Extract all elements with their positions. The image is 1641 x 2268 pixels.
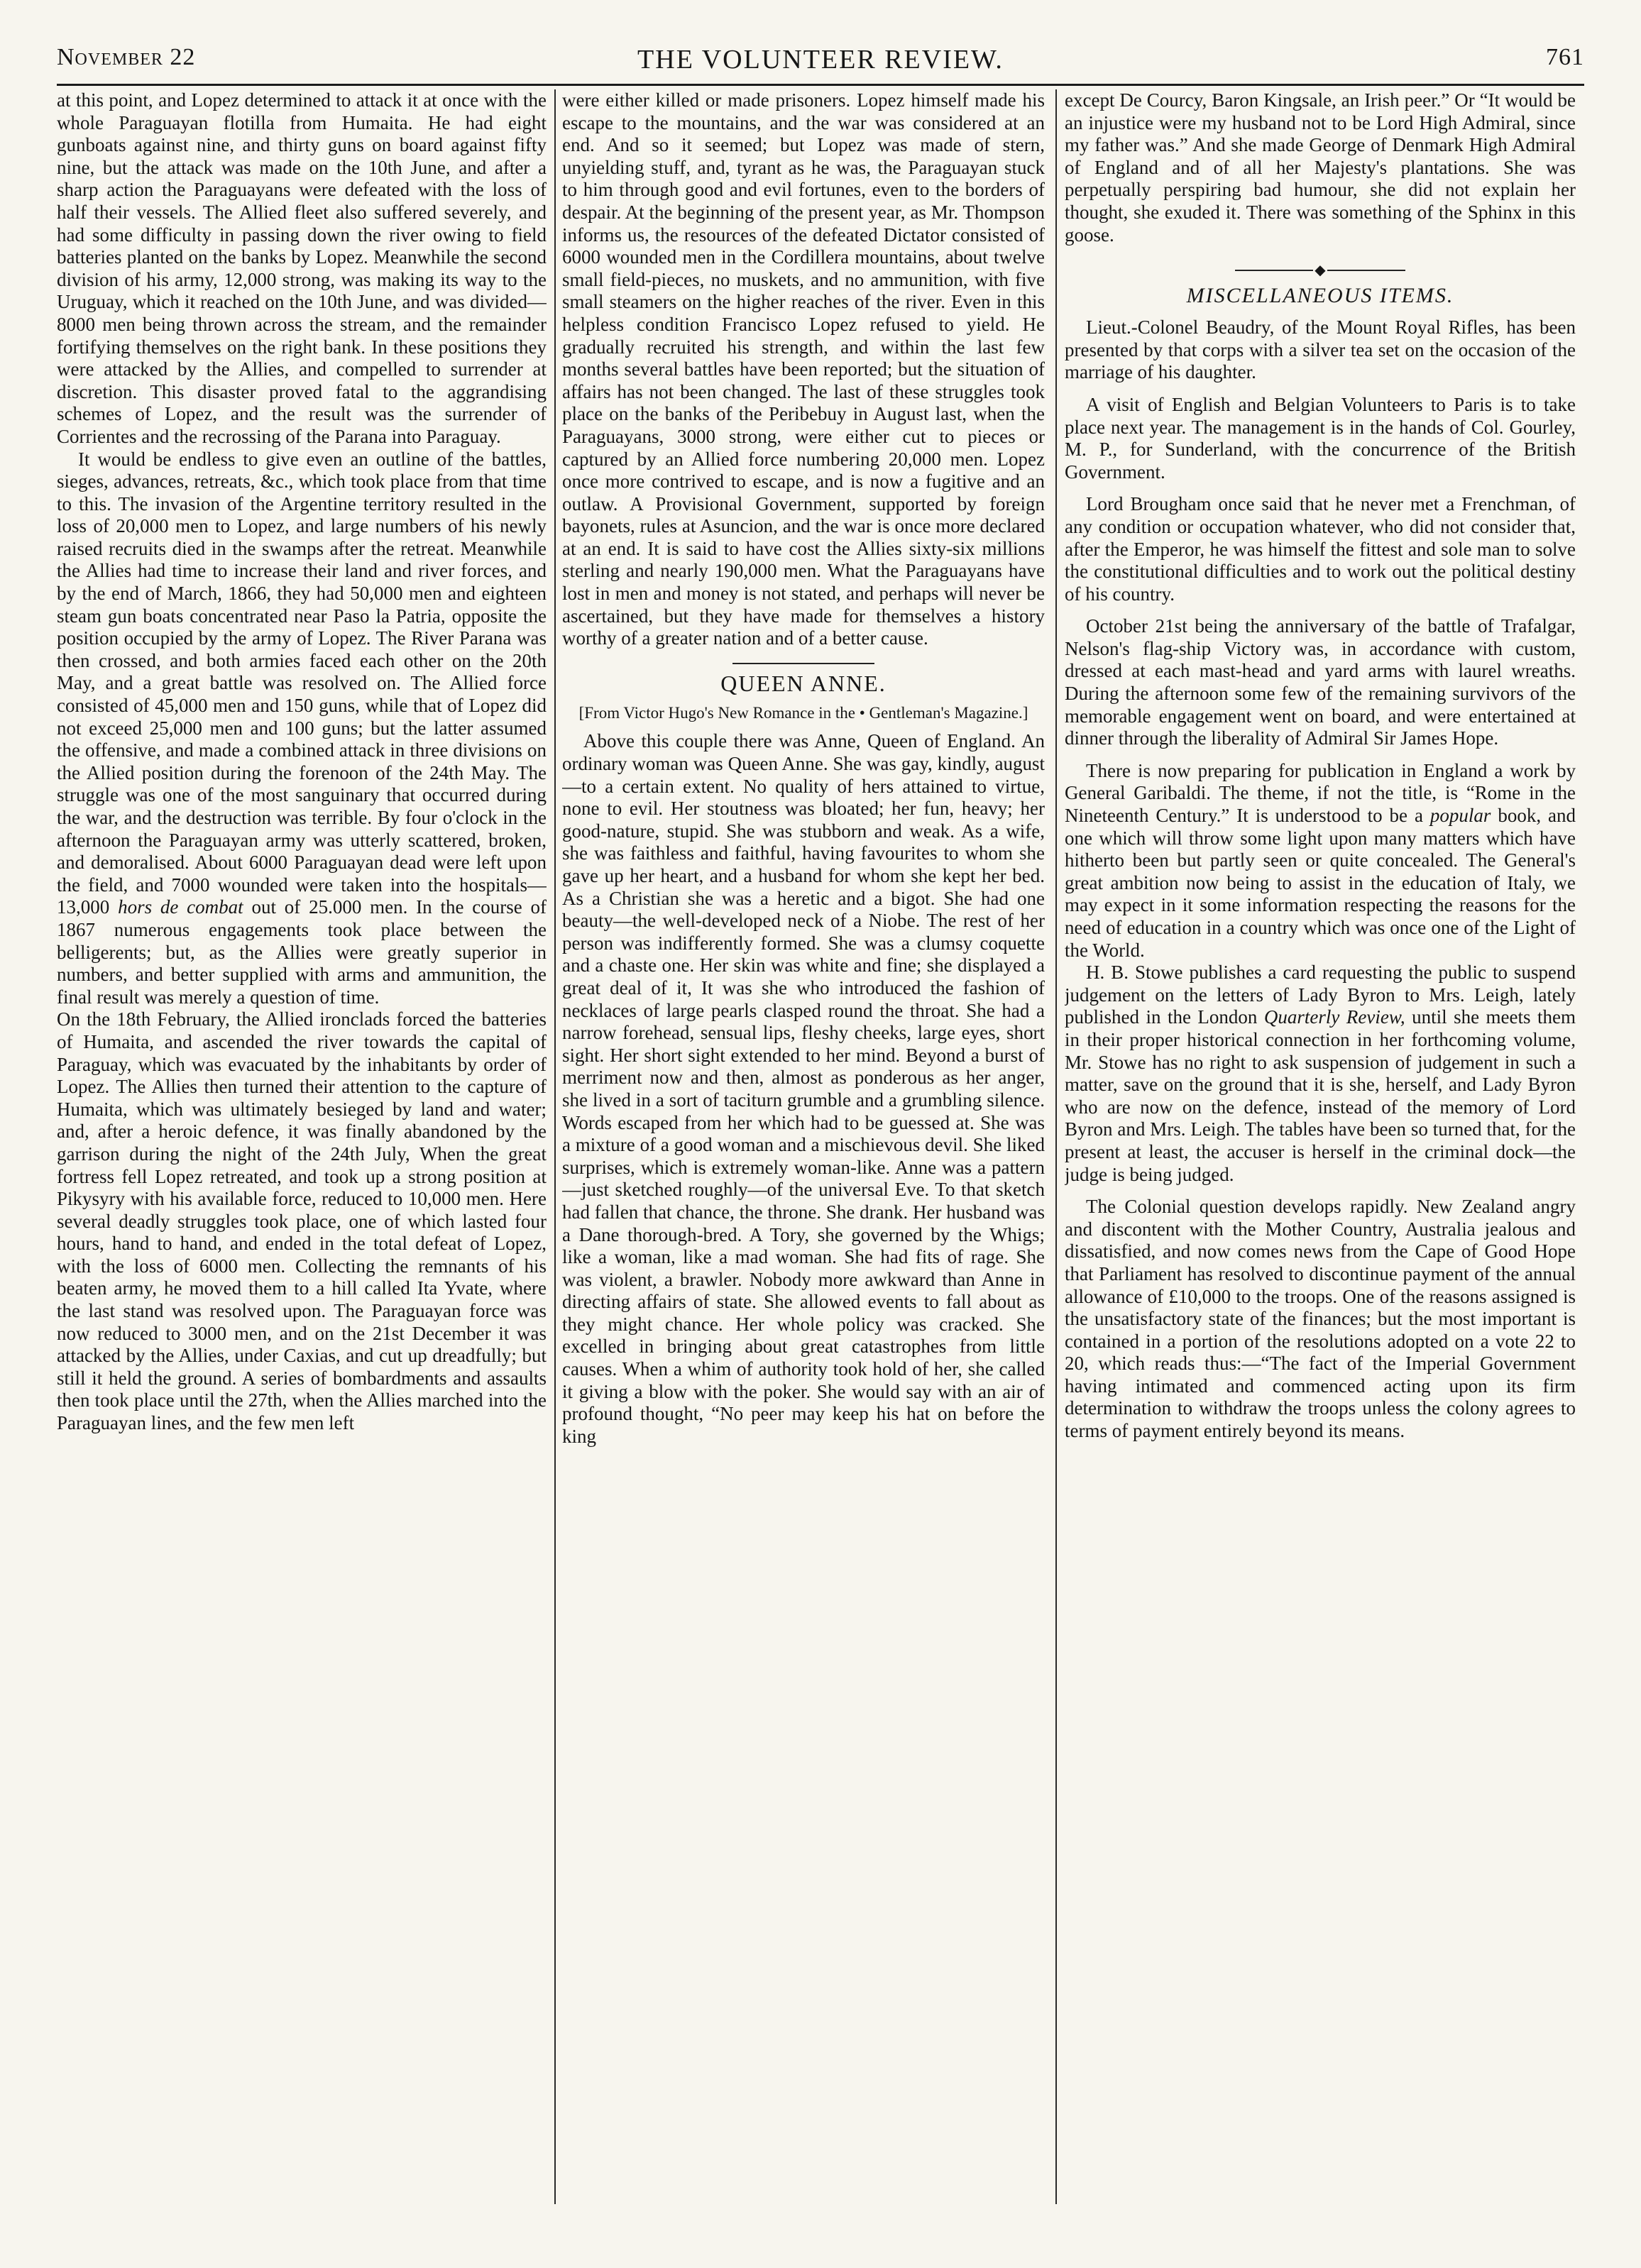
section-heading-misc-items: MISCELLANEOUS ITEMS. [1186,283,1454,307]
section-ornament [1065,262,1576,277]
news-item: Lieut.-Colonel Beaudry, of the Mount Royal Rifles, has been presented by that corps with a silver tea set on the occasion of the marriage of his daughter. [1065,316,1576,383]
article-source-note: [From Victor Hugo's New Romance in the • Gentleman's Magazine.] [578,704,1028,722]
paragraph-text: There is now preparing for publication in England a work by General Garibaldi. The theme, if not the title, is “Rome in the Nineteenth Century.” It is understood to be a [1065,759,1576,827]
paragraph-text: book, and one which will throw some light upon many matters which have hitherto been but partly seen or quite concealed. The General's great ambition now being to assist in the education of Italy, we may expect in it some information respecting the reasons for the need of education in a country which was once one of the Light of the World. [1065,805,1576,961]
section-rule [732,663,874,664]
article-paragraph: On the 18th February, the Allied ironclads forced the batteries of Humaita, and ascended the river towards the capital of Paraguay, which was evacuated by the inhabitants by order of Lopez. The Allies then turned their attention to the capture of Humaita, which was ultimately besieged by land and water; and, after a heroic defence, it was finally abandoned by the garrison during the night of the 24th July, When the great fortress fell Lopez retreated, and took up a strong position at Pikysyry with his available force, reduced to 10,000 men. Here several deadly struggles took place, one of which lasted four hours, hand to hand, and ended in the total defeat of Lopez, with the loss of 6000 men. Collecting the remnants of his beaten army, he moved them to a hill called Ita Yvate, where the last stand was resolved upon. The Paraguayan force was now reduced to 3000 men, and on the 21st December it was attacked by the Allies, under Caxias, and cut up dreadfully; but still it held the ground. A series of bombardments and assaults then took place until the 27th, when the Allies marched into the Paraguayan lines, and the few men left [57,1008,547,1434]
news-item: The Colonial question develops rapidly. New Zealand angry and discontent with the Mother Country, Australia jealous and dissatisfied, and now comes news from the Cape of Good Hope that Parliament has resolved to discontinue payment of the annual allowance of £10,000 to the troops. One of the reasons assigned is the unsatisfactory state of the finances; but the most important is contained in a portion of the resolutions adopted on a vote 22 to 20, which reads thus:—“The fact of the Imperial Government having intimated and commenced acting upon its firm determination to withdraw the troops unless the colony agrees to terms of payment entirely beyond its means. [1065,1196,1576,1442]
italic-phrase: Quarterly Review, [1263,1006,1405,1028]
issue-date: November 22 [57,44,196,70]
article-paragraph: Above this couple there was Anne, Queen of England. An ordinary woman was Queen Anne. She was gay, kindly, august—to a certain extent. No quality of hers attained to virtue, none to evil. Her stoutness was bloated; her fun, heavy; her good-nature, stupid. She was stubborn and weak. As a wife, she was faithless and faithful, having favourites to whom she gave up her heart, and a husband for whom she kept her bed. As a Christian she was a heretic and a bigot. She had one beauty—the well-developed neck of a Niobe. The rest of her person was indifferently formed. She was a clumsy coquette and a chaste one. Her skin was white and fine; she displayed a great deal of it, It was she who introduced the fashion of necklaces of large pearls clasped round the throat. She had a narrow forehead, sensual lips, fleshy cheeks, large eyes, short sight. Her short sight extended to her mind. Beyond a burst of merriment now and then, almost as ponderous as her anger, she lived in a sort of taciturn grumble and a grumbling silence. Words escaped from her which had to be guessed at. She was a mixture of a good woman and a mischievous devil. She liked surprises, which is extremely woman-like. Anne was a pattern—just sketched roughly—of the universal Eve. To that sketch had fallen that chance, the throne. She drank. Her husband was a Dane thorough-bred. A Tory, she governed by the Whigs; like a woman, like a mad woman. She had fits of rage. She was violent, a brawler. Nobody more awkward than Anne in directing affairs of state. She allowed events to fall about as they might chance. Her whole policy was cracked. She excelled in bringing about great catastrophes from little causes. When a whim of authority took hold of her, she called it giving a blow with the poker. She would say with an air of profound thought, “No peer may keep his hat on before the king [562,730,1045,1447]
news-item [1065,760,1576,962]
paragraph-text: until she meets them in their proper historical connection in her forthcoming volume, Mr. Stowe has no right to ask suspension of judgement in such a matter, save on the ground that it is she, herself, and Lady Byron who are now on the defence, instead of the memory of Lord Byron and Mrs. Leigh. The tables have been so turned that, for the present at least, the accuser is herself in the criminal dock—the judge is being judged. [1065,1006,1576,1185]
ornament-line [1235,270,1313,271]
news-item: A visit of English and Belgian Volunteers to Paris is to take place next year. The management is in the hands of Col. Gourley, M. P., for Sunderland, with the concurrence of the British Government. [1065,393,1576,483]
column-3 [1065,89,1576,2204]
ornament-line [1327,270,1405,271]
publication-title: THE VOLUNTEER REVIEW. [637,45,1004,75]
column-divider [1055,89,1057,2204]
italic-phrase: popular [1429,805,1491,827]
paragraph-text: H. B. Stowe publishes a card requesting the public to suspend judgement on the letters of Lady Byron to Mrs. Leigh, lately published in the London [1065,962,1576,1028]
column-2 [562,89,1045,2204]
news-item: Lord Brougham once said that he never met a Frenchman, of any condition or occupation whatever, who did not consider that, after the Emperor, he was himself the fittest and sole man to solve the constitutional difficulties and to work out the political destiny of his country. [1065,493,1576,605]
diamond-icon: ◆ [1315,262,1326,278]
header-rule [57,84,1584,86]
paragraph-text: out of 25.000 men. In the course of 1867 numerous engagements took place between the belligerents; but, as the Allies were greatly superior in numbers, and better supplied with arms and ammunition, the final result was merely a question of time. [57,896,547,1008]
article-heading-queen-anne: QUEEN ANNE. [720,670,887,696]
page-header [57,44,1584,87]
paragraph-text: It would be endless to give even an outline of the battles, sieges, advances, retreats, &c., which took place from that time to this. The invasion of the Argentine territory resulted in the loss of 20,000 men to Lopez, and large numbers of his newly raised recruits died in the swamps after the retreat. Meanwhile the Allies had time to increase their land and river forces, and by the end of March, 1866, they had 50,000 men and eighteen steam gun boats concentrated near Paso la Patria, opposite the position occupied by the army of Lopez. The River Parana was then crossed, and both armies faced each other on the 20th May, and a great battle was resolved on. The Allied force consisted of 45,000 men and 150 guns, while that of Lopez did not exceed 25,000 men and 100 guns; but the latter assumed the offensive, and made a combined attack in three divisions on the Allied position during the forenoon of the 24th May. The struggle was one of the most sanguinary that occurred during the war, and the destruction was terrible. By four o'clock in the afternoon the Paraguayan army was utterly scattered, broken, and demoralised. About 6000 Paraguayan dead were left upon the field, and 7000 wounded were taken into the hospitals—13,000 [57,448,547,918]
article-paragraph: at this point, and Lopez determined to attack it at once with the whole Paraguayan flotilla from Humaita. He had eight gunboats against nine, and thirty guns on board against fifty nine, but the attack was made on the 10th June, and after a sharp action the Paraguayans were defeated with the loss of half their vessels. The Allied fleet also suffered severely, and had some difficulty in passing down the river owing to field batteries planted on the banks by Lopez. Meanwhile the second division of his army, 12,000 strong, was making its way to the Uruguay, which it reached on the 10th June, and was divided—8000 men being thrown across the stream, and the remainder fortifying themselves on the right bank. In these positions they were attacked by the Allies, and compelled to surrender at discretion. This disaster proved fatal to the aggrandising schemes of Lopez, and the result was the surrender of Corrientes and the recrossing of the Parana into Paraguay. [57,89,547,447]
column-1 [57,89,547,2204]
news-item [1065,962,1576,1186]
article-paragraph: were either killed or made prisoners. Lopez himself made his escape to the mountains, and the war was considered at an end. And so it seemed; but Lopez was made of stern, unyielding stuff, and, tyrant as he was, the Paraguayan stuck to him through good and evil fortunes, even to the borders of despair. At the beginning of the present year, as Mr. Thompson informs us, the resources of the defeated Dictator consisted of 6000 wounded men in the Cordillera mountains, about twelve small field-pieces, no muskets, and no ammunition, with five small steamers on the higher reaches of the river. Even in this helpless condition Francisco Lopez refused to yield. He gradually recruited his strength, and within the last few months several battles have been reported; but the situation of affairs has not been changed. The last of these struggles took place on the banks of the Peribebuy in August last, when the Paraguayans, 3000 strong, were either cut to pieces or captured by an Allied force numbering 20,000 men. Lopez once more contrived to escape, and is now a fugitive and an outlaw. A Provisional Government, supported by foreign bayonets, rules at Asuncion, and the war is once more declared at an end. It is said to have cost the Allies sixty-six millions sterling and nearly 190,000 men. What the Paraguayans have lost in men and money is not stated, and perhaps will never be ascertained, but they have made for themselves a history worthy of a greater nation and of a better cause. [562,89,1045,649]
article-paragraph: except De Courcy, Baron Kingsale, an Irish peer.” Or “It would be an injustice were my husband not to be Lord High Admiral, since my father was.” And she made George of Denmark High Admiral of England and of all her Majesty's plantations. She was perpetually perspiring bad humour, she did not explain her thought, she exuded it. There was something of the Sphinx in this goose. [1065,89,1576,246]
news-item: October 21st being the anniversary of the battle of Trafalgar, Nelson's flag-ship Victory was, in accordance with custom, dressed at each mast-head and yard arms with laurel wreaths. During the afternoon some few of the remaining survivors of the memorable engagement went on board, and were entertained at dinner through the liberality of Admiral Sir James Hope. [1065,615,1576,749]
column-divider [554,89,556,2204]
article-paragraph [57,448,547,1009]
page-number: 761 [1546,44,1584,70]
italic-phrase: hors de combat [118,896,243,918]
